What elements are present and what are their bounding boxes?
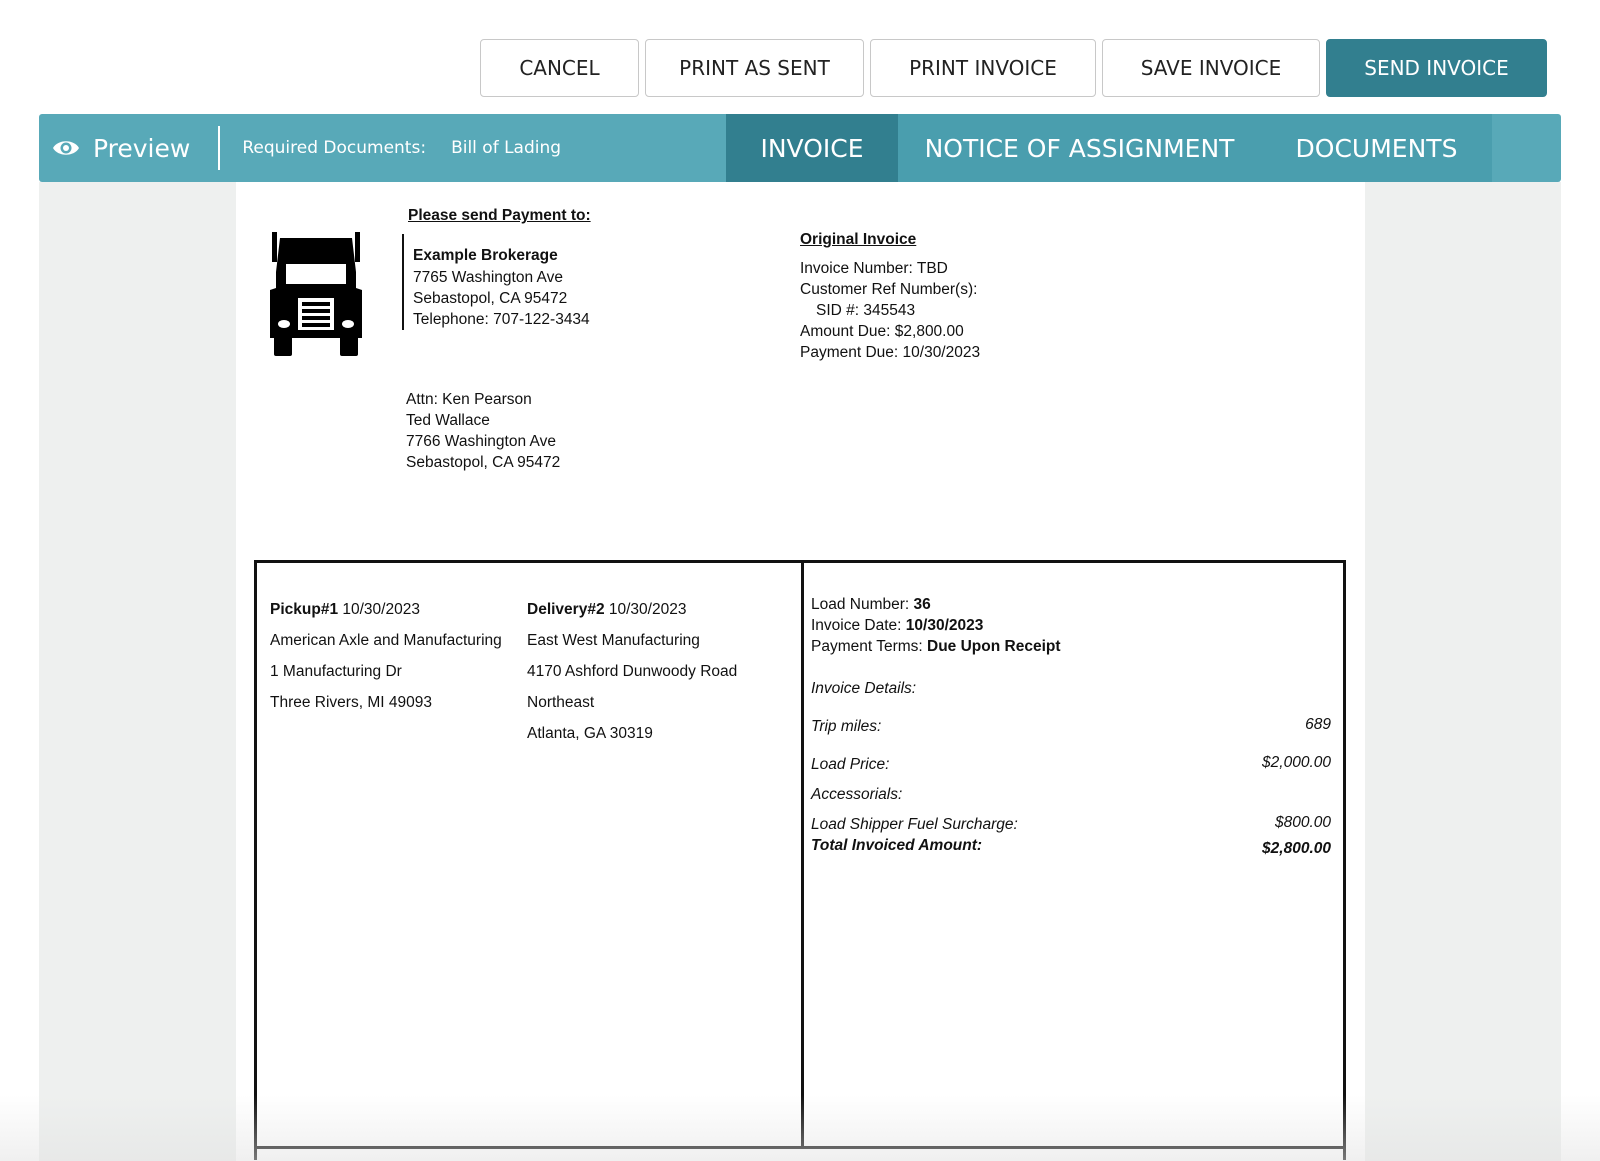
pickup-date: 10/30/2023 bbox=[342, 601, 420, 618]
tab-invoice[interactable]: INVOICE bbox=[726, 114, 898, 182]
delivery-address-2: Northeast bbox=[527, 694, 595, 711]
remit-phone: Telephone: 707-122-3434 bbox=[413, 311, 590, 328]
total-value: $2,800.00 bbox=[1262, 840, 1331, 857]
payment-terms-label: Payment Terms: bbox=[811, 638, 923, 655]
action-toolbar bbox=[480, 39, 1547, 97]
delivery-header bbox=[527, 599, 686, 620]
table-divider bbox=[801, 563, 804, 1149]
accessorials-label: Accessorials: bbox=[811, 786, 903, 803]
required-documents-value: Bill of Lading bbox=[451, 138, 562, 158]
bill-to-name: Ted Wallace bbox=[406, 412, 490, 429]
bill-to-address: 7766 Washington Ave bbox=[406, 433, 556, 450]
amount-due: Amount Due: $2,800.00 bbox=[800, 323, 964, 340]
fuel-surcharge-label: Load Shipper Fuel Surcharge: bbox=[811, 816, 1018, 833]
load-number-label: Load Number: bbox=[811, 596, 910, 613]
preview-title: Preview bbox=[93, 133, 191, 163]
pickup-city: Three Rivers, MI 49093 bbox=[270, 694, 432, 711]
trip-miles-value: 689 bbox=[1305, 716, 1331, 733]
payment-due: Payment Due: 10/30/2023 bbox=[800, 344, 981, 361]
load-price-label: Load Price: bbox=[811, 756, 890, 773]
invoice-number: Invoice Number: TBD bbox=[800, 260, 948, 277]
trip-miles-label: Trip miles: bbox=[811, 718, 882, 735]
remit-city: Sebastopol, CA 95472 bbox=[413, 290, 568, 307]
cancel-button[interactable]: CANCEL bbox=[480, 39, 639, 97]
pickup-header bbox=[270, 599, 420, 620]
pickup-name: American Axle and Manufacturing bbox=[270, 632, 502, 649]
delivery-label: Delivery#2 bbox=[527, 601, 605, 618]
load-price-value: $2,000.00 bbox=[1262, 754, 1331, 771]
load-number: 36 bbox=[913, 596, 931, 613]
total-label: Total Invoiced Amount: bbox=[811, 837, 983, 854]
invoice-date: 10/30/2023 bbox=[905, 617, 984, 634]
original-invoice-heading: Original Invoice bbox=[800, 231, 917, 248]
pickup-label: Pickup#1 bbox=[270, 601, 339, 618]
document-tabs bbox=[726, 114, 1492, 182]
tab-notice-of-assignment[interactable]: NOTICE OF ASSIGNMENT bbox=[898, 114, 1261, 182]
delivery-date: 10/30/2023 bbox=[608, 601, 687, 618]
truck-logo-icon bbox=[262, 232, 370, 360]
required-documents-label: Required Documents: bbox=[242, 138, 427, 158]
eye-icon bbox=[51, 133, 81, 163]
preview-header bbox=[51, 114, 561, 182]
remit-address: 7765 Washington Ave bbox=[413, 269, 563, 286]
fuel-surcharge-value: $800.00 bbox=[1274, 814, 1331, 831]
payment-terms: Due Upon Receipt bbox=[927, 638, 1061, 655]
delivery-address: 4170 Ashford Dunwoody Road bbox=[527, 663, 738, 680]
remit-divider bbox=[402, 234, 404, 330]
invoice-details-heading: Invoice Details: bbox=[811, 680, 917, 697]
send-invoice-button[interactable]: SEND INVOICE bbox=[1326, 39, 1547, 97]
print-invoice-button[interactable]: PRINT INVOICE bbox=[870, 39, 1096, 97]
customer-ref: Customer Ref Number(s): bbox=[800, 281, 978, 298]
preview-divider bbox=[218, 126, 220, 170]
pickup-address: 1 Manufacturing Dr bbox=[270, 663, 402, 680]
invoice-date-label: Invoice Date: bbox=[811, 617, 902, 634]
invoice-date-row bbox=[811, 615, 983, 636]
payment-terms-row bbox=[811, 636, 1061, 657]
preview-bar bbox=[39, 114, 1561, 182]
table-bottom-border bbox=[257, 1146, 1343, 1149]
tab-documents[interactable]: DOCUMENTS bbox=[1261, 114, 1492, 182]
remit-company: Example Brokerage bbox=[413, 247, 558, 264]
load-number-row bbox=[811, 594, 931, 615]
delivery-city: Atlanta, GA 30319 bbox=[527, 725, 653, 742]
print-as-sent-button[interactable]: PRINT AS SENT bbox=[645, 39, 864, 97]
save-invoice-button[interactable]: SAVE INVOICE bbox=[1102, 39, 1320, 97]
bill-to-attn: Attn: Ken Pearson bbox=[406, 391, 532, 408]
sid-number: SID #: 345543 bbox=[816, 302, 916, 319]
bill-to-city: Sebastopol, CA 95472 bbox=[406, 454, 561, 471]
delivery-name: East West Manufacturing bbox=[527, 632, 700, 649]
remit-heading: Please send Payment to: bbox=[408, 207, 591, 224]
